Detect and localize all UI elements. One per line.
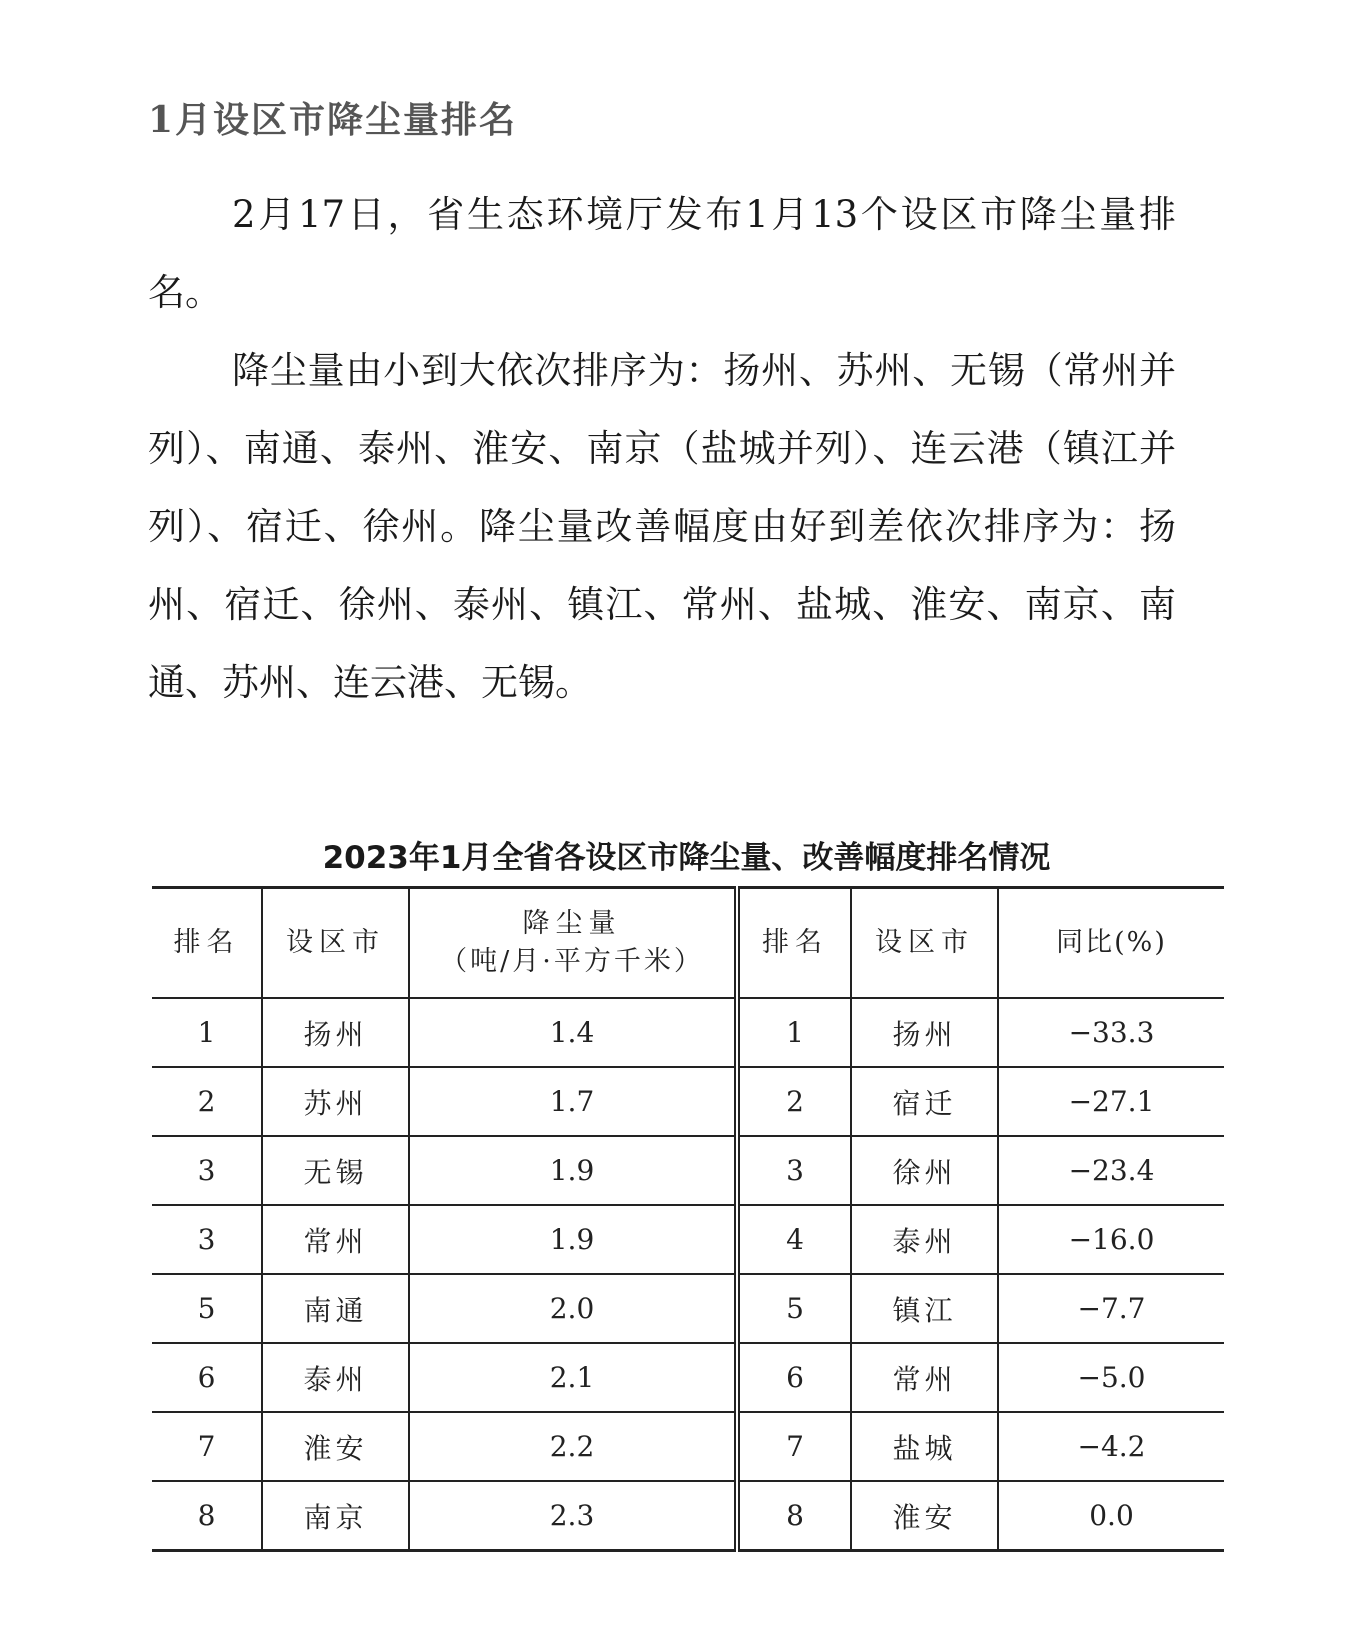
cell-yoy: −16.0 xyxy=(998,1205,1224,1274)
cell-dust: 2.3 xyxy=(409,1481,737,1551)
header-city-2: 设区市 xyxy=(851,888,998,999)
cell-yoy: −7.7 xyxy=(998,1274,1224,1343)
cell-yoy: −33.3 xyxy=(998,998,1224,1067)
cell-rank-2: 6 xyxy=(737,1343,851,1412)
cell-rank-2: 1 xyxy=(737,998,851,1067)
cell-yoy: −4.2 xyxy=(998,1412,1224,1481)
cell-rank: 5 xyxy=(152,1274,262,1343)
cell-city-2: 淮安 xyxy=(851,1481,998,1551)
cell-city-2: 常州 xyxy=(851,1343,998,1412)
paragraph-ranking-summary: 降尘量由小到大依次排序为：扬州、苏州、无锡（常州并列）、南通、泰州、淮安、南京（盐城并列）、连云港（镇江并列）、宿迁、徐州。降尘量改善幅度由好到差依次排序为：扬州、宿迁、徐州、泰州、镇江、常州、盐城、淮安、南京、南通、苏州、连云港、无锡。 xyxy=(148,349,1176,704)
header-dust-label: 降尘量 xyxy=(522,908,622,939)
table-row xyxy=(152,1343,1224,1412)
header-rank-2: 排名 xyxy=(737,888,851,999)
cell-yoy: −23.4 xyxy=(998,1136,1224,1205)
cell-dust: 1.9 xyxy=(409,1136,737,1205)
table-row xyxy=(152,1205,1224,1274)
cell-rank: 1 xyxy=(152,998,262,1067)
cell-yoy: −27.1 xyxy=(998,1067,1224,1136)
cell-city-2: 徐州 xyxy=(851,1136,998,1205)
cell-rank-2: 7 xyxy=(737,1412,851,1481)
cell-rank: 3 xyxy=(152,1205,262,1274)
cell-city: 泰州 xyxy=(262,1343,409,1412)
table-row xyxy=(152,1412,1224,1481)
cell-dust: 2.0 xyxy=(409,1274,737,1343)
cell-rank: 8 xyxy=(152,1481,262,1551)
cell-city: 苏州 xyxy=(262,1067,409,1136)
table-row xyxy=(152,1481,1224,1551)
cell-city-2: 泰州 xyxy=(851,1205,998,1274)
cell-city: 南京 xyxy=(262,1481,409,1551)
cell-city-2: 扬州 xyxy=(851,998,998,1067)
header-rank: 排名 xyxy=(152,888,262,999)
cell-dust: 2.1 xyxy=(409,1343,737,1412)
cell-rank: 7 xyxy=(152,1412,262,1481)
cell-dust: 1.9 xyxy=(409,1205,737,1274)
cell-rank: 3 xyxy=(152,1136,262,1205)
header-yoy: 同比(%) xyxy=(998,888,1224,999)
table-header-row xyxy=(152,888,1224,999)
cell-rank-2: 8 xyxy=(737,1481,851,1551)
cell-yoy: −5.0 xyxy=(998,1343,1224,1412)
cell-city: 无锡 xyxy=(262,1136,409,1205)
cell-city: 扬州 xyxy=(262,998,409,1067)
ranking-table xyxy=(152,886,1224,1552)
header-city: 设区市 xyxy=(262,888,409,999)
section-heading: 1月设区市降尘量排名 xyxy=(148,99,518,141)
cell-city: 南通 xyxy=(262,1274,409,1343)
paragraph-announcement: 2月17日，省生态环境厅发布1月13个设区市降尘量排名。 xyxy=(148,193,1176,314)
cell-city: 淮安 xyxy=(262,1412,409,1481)
table-row xyxy=(152,998,1224,1067)
cell-rank-2: 2 xyxy=(737,1067,851,1136)
cell-city-2: 盐城 xyxy=(851,1412,998,1481)
table-title: 2023年1月全省各设区市降尘量、改善幅度排名情况 xyxy=(322,840,1051,876)
header-dust-unit: （吨/月·平方千米） xyxy=(440,946,704,977)
cell-dust: 1.7 xyxy=(409,1067,737,1136)
cell-yoy: 0.0 xyxy=(998,1481,1224,1551)
cell-city-2: 宿迁 xyxy=(851,1067,998,1136)
cell-rank-2: 5 xyxy=(737,1274,851,1343)
cell-rank-2: 4 xyxy=(737,1205,851,1274)
table-row xyxy=(152,1067,1224,1136)
cell-rank: 6 xyxy=(152,1343,262,1412)
table-row xyxy=(152,1136,1224,1205)
cell-city-2: 镇江 xyxy=(851,1274,998,1343)
header-dust xyxy=(409,888,737,999)
cell-city: 常州 xyxy=(262,1205,409,1274)
cell-dust: 2.2 xyxy=(409,1412,737,1481)
table-row xyxy=(152,1274,1224,1343)
cell-rank: 2 xyxy=(152,1067,262,1136)
cell-dust: 1.4 xyxy=(409,998,737,1067)
cell-rank-2: 3 xyxy=(737,1136,851,1205)
